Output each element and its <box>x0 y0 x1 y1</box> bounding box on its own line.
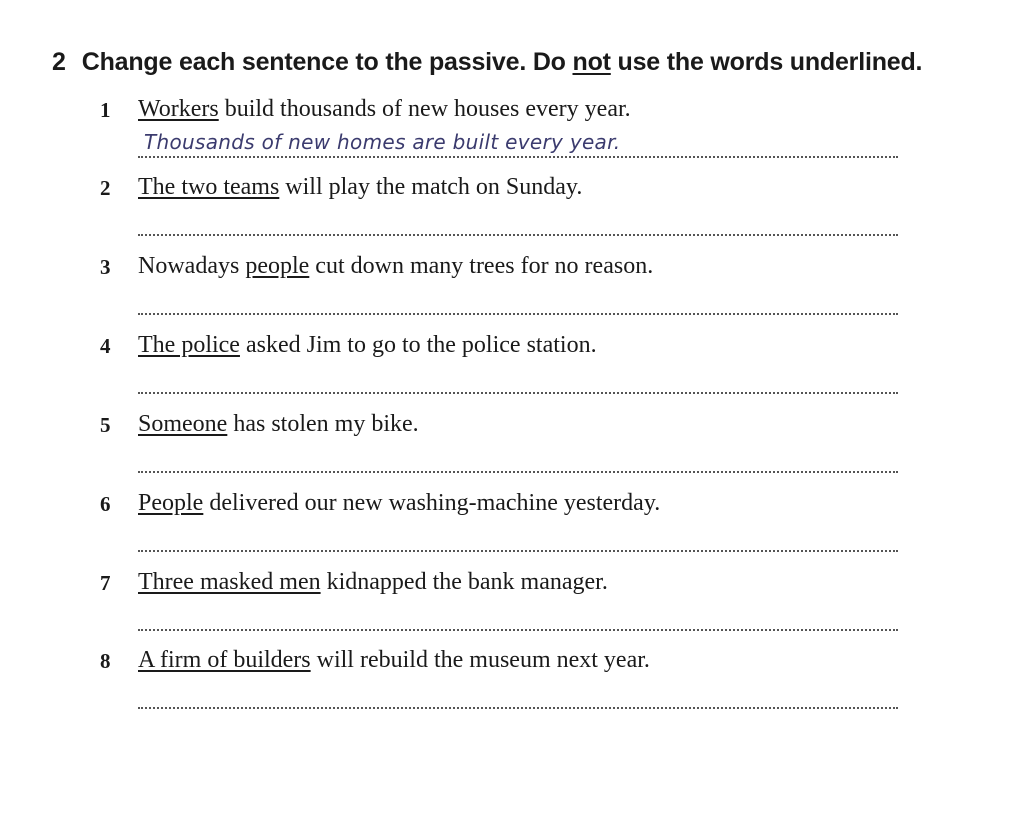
sentence-rest: delivered our new washing-machine yesterday. <box>203 490 661 516</box>
answer-line[interactable] <box>138 707 898 709</box>
item-sentence <box>138 490 660 517</box>
item-number: 8 <box>100 649 111 673</box>
underlined-subject: people <box>245 253 310 279</box>
item-sentence <box>138 569 608 596</box>
item-number: 7 <box>100 571 111 595</box>
answer-line[interactable] <box>138 550 898 552</box>
item-number: 1 <box>100 98 111 122</box>
item-number: 2 <box>100 176 111 200</box>
exercise-number: 2 <box>52 48 66 76</box>
answer-line[interactable] <box>138 392 898 394</box>
item-sentence <box>138 647 650 674</box>
instruction-text-end: use the words underlined. <box>610 48 923 76</box>
sentence-rest: cut down many trees for no reason. <box>309 253 654 279</box>
answer-line[interactable] <box>138 234 898 236</box>
instruction-text-start: Change each sentence to the passive. Do <box>81 48 573 76</box>
underlined-subject: The police <box>138 332 240 358</box>
underlined-subject: People <box>138 490 204 516</box>
sentence-start: Nowadays <box>138 253 246 279</box>
answer-line[interactable] <box>138 629 898 631</box>
underlined-subject: The two teams <box>138 174 280 200</box>
sentence-rest: will rebuild the museum next year. <box>310 647 650 673</box>
instruction-not: not <box>572 48 611 76</box>
exercise-item-4 <box>100 334 900 410</box>
exercise-item-1 <box>100 98 900 174</box>
item-number: 4 <box>100 334 111 358</box>
answer-line[interactable] <box>138 471 898 473</box>
underlined-subject: Workers <box>138 96 219 122</box>
underlined-subject: Three masked men <box>138 569 321 595</box>
exercise-item-5 <box>100 413 900 489</box>
sentence-rest: build thousands of new houses every year. <box>218 96 631 122</box>
exercise-item-3 <box>100 255 900 331</box>
item-sentence <box>138 96 631 123</box>
answer-line[interactable] <box>138 156 898 158</box>
item-sentence <box>138 332 597 359</box>
sentence-rest: kidnapped the bank manager. <box>320 569 608 595</box>
exercise-heading <box>52 48 922 77</box>
exercise-item-7 <box>100 571 900 647</box>
exercise-item-6 <box>100 492 900 568</box>
item-sentence <box>138 253 653 280</box>
underlined-subject: Someone <box>138 411 228 437</box>
item-sentence <box>138 174 582 201</box>
sentence-rest: has stolen my bike. <box>227 411 419 437</box>
item-number: 5 <box>100 413 111 437</box>
item-sentence <box>138 411 419 438</box>
answer-line[interactable] <box>138 313 898 315</box>
exercise-item-8 <box>100 649 900 725</box>
item-number: 6 <box>100 492 111 516</box>
item-number: 3 <box>100 255 111 279</box>
exercise-item-2 <box>100 176 900 252</box>
handwritten-answer: Thousands of new homes are built every year. <box>144 130 621 154</box>
sentence-rest: will play the match on Sunday. <box>279 174 583 200</box>
sentence-rest: asked Jim to go to the police station. <box>239 332 597 358</box>
underlined-subject: A firm of builders <box>138 647 311 673</box>
